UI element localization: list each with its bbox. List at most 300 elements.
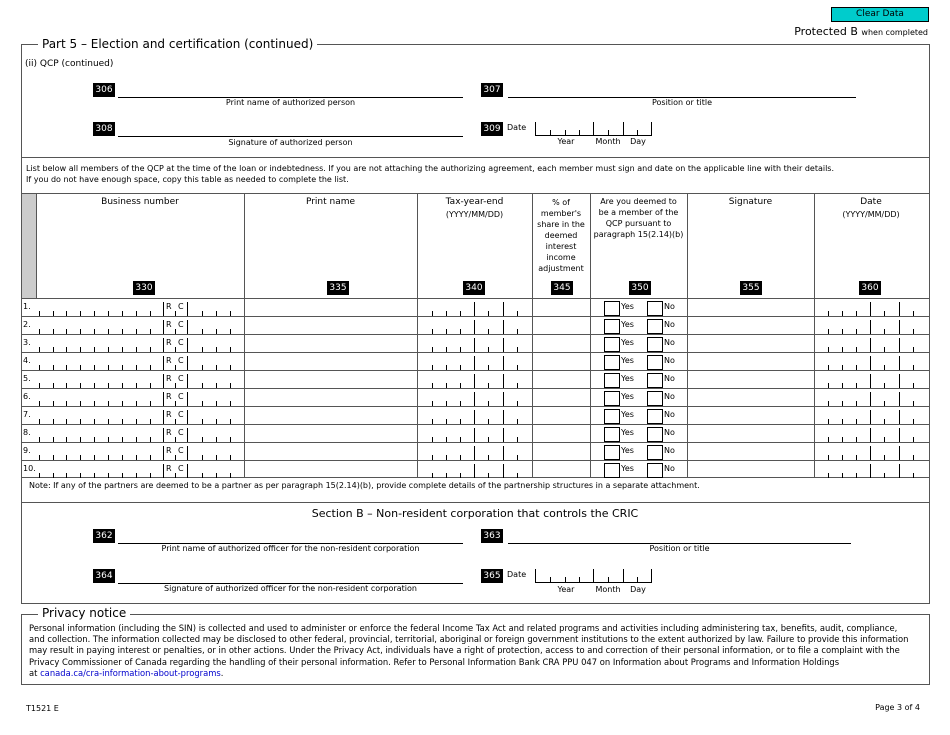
yes-checkbox[interactable] bbox=[604, 391, 620, 406]
bn-tick bbox=[175, 473, 176, 478]
print-name-input[interactable] bbox=[246, 461, 415, 479]
print-name-input[interactable] bbox=[246, 353, 415, 371]
date-tick bbox=[884, 437, 885, 442]
date-tick bbox=[899, 374, 900, 388]
bn-tick bbox=[230, 419, 231, 424]
bn-tick bbox=[175, 383, 176, 388]
date-tick bbox=[870, 320, 871, 334]
bn-tick bbox=[175, 365, 176, 370]
date-tick bbox=[432, 437, 433, 442]
field-306-caption: Print name of authorized person bbox=[225, 98, 356, 107]
bn-tick bbox=[187, 446, 188, 460]
field-365-number: 365 bbox=[481, 569, 503, 583]
date-input[interactable] bbox=[816, 317, 926, 335]
bn-tick bbox=[122, 311, 123, 316]
share-input[interactable] bbox=[534, 299, 588, 317]
bn-tick bbox=[187, 338, 188, 352]
bn-tick bbox=[230, 311, 231, 316]
date-tick bbox=[460, 419, 461, 424]
date-tick bbox=[828, 401, 829, 406]
date-input[interactable] bbox=[816, 389, 926, 407]
signature-input[interactable] bbox=[689, 425, 812, 443]
authorized-person-signature-input[interactable] bbox=[118, 122, 463, 137]
bn-tick bbox=[202, 437, 203, 442]
date-tick bbox=[503, 302, 504, 316]
date-tick bbox=[503, 410, 504, 424]
date-tick bbox=[913, 437, 914, 442]
business-number-input[interactable] bbox=[39, 461, 242, 479]
date-tick bbox=[432, 383, 433, 388]
bn-tick bbox=[163, 338, 164, 352]
date-tick bbox=[842, 329, 843, 334]
bn-tick bbox=[150, 437, 151, 442]
yes-checkbox[interactable] bbox=[604, 355, 620, 370]
bn-tick bbox=[216, 329, 217, 334]
date-tick bbox=[913, 383, 914, 388]
date-tick bbox=[488, 365, 489, 370]
no-checkbox[interactable] bbox=[647, 409, 663, 424]
bn-tick bbox=[108, 455, 109, 460]
bn-tick bbox=[94, 311, 95, 316]
bn-tick bbox=[216, 347, 217, 352]
rc-r-label: R bbox=[166, 302, 172, 311]
yes-label: Yes bbox=[621, 374, 634, 383]
date-tick bbox=[884, 383, 885, 388]
no-label: No bbox=[664, 338, 675, 347]
bn-tick bbox=[187, 320, 188, 334]
bn-tick bbox=[80, 401, 81, 406]
business-number-input[interactable] bbox=[39, 443, 242, 461]
no-checkbox[interactable] bbox=[647, 391, 663, 406]
print-name-input[interactable] bbox=[246, 443, 415, 461]
no-label: No bbox=[664, 302, 675, 311]
bn-tick bbox=[80, 365, 81, 370]
date-tick bbox=[550, 577, 551, 582]
date-tick bbox=[884, 347, 885, 352]
field-307-caption: Position or title bbox=[651, 98, 713, 107]
qcp-header-4: paragraph 15(2.14)(b) bbox=[593, 230, 684, 239]
share-input[interactable] bbox=[534, 407, 588, 425]
divider bbox=[21, 502, 929, 503]
date-format: (YYYY/MM/DD) bbox=[842, 210, 900, 219]
date-tick bbox=[828, 437, 829, 442]
share-input[interactable] bbox=[534, 443, 588, 461]
date-tick bbox=[884, 473, 885, 478]
yes-label: Yes bbox=[621, 338, 634, 347]
year-label: Year bbox=[557, 137, 575, 146]
date-tick bbox=[870, 428, 871, 442]
date-tick bbox=[474, 320, 475, 334]
date-tick bbox=[474, 374, 475, 388]
date-tick bbox=[884, 455, 885, 460]
no-checkbox[interactable] bbox=[647, 445, 663, 460]
month-label: Month bbox=[595, 585, 621, 594]
yes-checkbox[interactable] bbox=[604, 337, 620, 352]
share-header-5: interest bbox=[545, 242, 577, 251]
field-363-caption: Position or title bbox=[649, 544, 710, 553]
date-tick bbox=[870, 392, 871, 406]
date-tick bbox=[870, 374, 871, 388]
date-tick bbox=[488, 419, 489, 424]
date-tick bbox=[842, 437, 843, 442]
date-tick bbox=[899, 410, 900, 424]
officer-position-input[interactable] bbox=[508, 529, 851, 544]
officer-signature-input[interactable] bbox=[118, 569, 463, 584]
date-tick bbox=[913, 419, 914, 424]
business-number-input[interactable] bbox=[39, 389, 242, 407]
share-header-6: income bbox=[546, 253, 576, 262]
bn-tick bbox=[108, 311, 109, 316]
date-tick bbox=[856, 383, 857, 388]
date-tick bbox=[517, 455, 518, 460]
bn-tick bbox=[80, 383, 81, 388]
business-number-input[interactable] bbox=[39, 335, 242, 353]
signature-input[interactable] bbox=[689, 335, 812, 353]
print-name-input[interactable] bbox=[246, 335, 415, 353]
rc-c-label: C bbox=[178, 338, 184, 347]
date-tick bbox=[913, 401, 914, 406]
bn-tick bbox=[136, 401, 137, 406]
date-tick bbox=[593, 122, 594, 135]
date-tick bbox=[828, 311, 829, 316]
bn-tick bbox=[39, 365, 40, 370]
date-tick bbox=[517, 311, 518, 316]
bn-tick bbox=[122, 473, 123, 478]
date-header: Date bbox=[860, 197, 882, 207]
field-360-number: 360 bbox=[859, 281, 881, 295]
date-tick bbox=[517, 419, 518, 424]
yes-checkbox[interactable] bbox=[604, 319, 620, 334]
privacy-line: and collection. The information collected may be disclosed to other federal, provincial, territorial, aboriginal or foreign government institutions to the extent authorized by law. Failure to provide this information bbox=[29, 634, 909, 645]
date-input[interactable] bbox=[816, 353, 926, 371]
divider bbox=[21, 157, 929, 158]
date-tick bbox=[884, 329, 885, 334]
yes-checkbox[interactable] bbox=[604, 373, 620, 388]
date-tick bbox=[899, 356, 900, 370]
no-checkbox[interactable] bbox=[647, 373, 663, 388]
print-name-input[interactable] bbox=[246, 425, 415, 443]
row-number: 3. bbox=[23, 338, 31, 347]
bn-tick bbox=[163, 410, 164, 424]
yes-checkbox[interactable] bbox=[604, 427, 620, 442]
date-tick bbox=[870, 446, 871, 460]
bn-tick bbox=[216, 437, 217, 442]
bn-tick bbox=[216, 455, 217, 460]
business-number-input[interactable] bbox=[39, 353, 242, 371]
bn-tick bbox=[163, 464, 164, 478]
bn-tick bbox=[163, 392, 164, 406]
share-input[interactable] bbox=[534, 353, 588, 371]
bn-tick bbox=[94, 473, 95, 478]
date-tick bbox=[856, 311, 857, 316]
table-grey-band bbox=[22, 194, 37, 298]
date-tick bbox=[623, 569, 624, 582]
bn-tick bbox=[136, 329, 137, 334]
bn-tick bbox=[163, 428, 164, 442]
date-tick bbox=[842, 455, 843, 460]
bn-tick bbox=[202, 311, 203, 316]
share-header-4: deemed bbox=[544, 231, 578, 240]
date-tick bbox=[446, 455, 447, 460]
bn-tick bbox=[66, 401, 67, 406]
no-checkbox[interactable] bbox=[647, 337, 663, 352]
field-362-caption: Print name of authorized officer for the non-resident corporation bbox=[161, 544, 420, 553]
bn-tick bbox=[150, 473, 151, 478]
date-tick bbox=[828, 347, 829, 352]
date-tick bbox=[517, 347, 518, 352]
signature-input[interactable] bbox=[689, 353, 812, 371]
print-name-input[interactable] bbox=[246, 371, 415, 389]
business-number-input[interactable] bbox=[39, 425, 242, 443]
year-label: Year bbox=[557, 585, 575, 594]
date-tick bbox=[432, 401, 433, 406]
signature-input[interactable] bbox=[689, 389, 812, 407]
position-title-input[interactable] bbox=[508, 83, 856, 98]
bn-tick bbox=[39, 347, 40, 352]
field-340-number: 340 bbox=[463, 281, 485, 295]
rc-c-label: C bbox=[178, 446, 184, 455]
rc-r-label: R bbox=[166, 392, 172, 401]
bn-tick bbox=[230, 437, 231, 442]
qcp-header-1: Are you deemed to bbox=[600, 197, 677, 206]
field-307-number: 307 bbox=[481, 83, 503, 97]
bn-tick bbox=[94, 347, 95, 352]
row-number: 8. bbox=[23, 428, 31, 437]
date-input[interactable] bbox=[816, 425, 926, 443]
no-checkbox[interactable] bbox=[647, 301, 663, 316]
date-tick bbox=[828, 473, 829, 478]
date-tick bbox=[446, 401, 447, 406]
rc-c-label: C bbox=[178, 320, 184, 329]
date-tick bbox=[842, 383, 843, 388]
date-tick bbox=[460, 365, 461, 370]
date-tick bbox=[884, 419, 885, 424]
bn-tick bbox=[230, 473, 231, 478]
share-input[interactable] bbox=[534, 461, 588, 479]
date-tick bbox=[446, 329, 447, 334]
business-number-input[interactable] bbox=[39, 407, 242, 425]
date-tick bbox=[488, 383, 489, 388]
date-tick bbox=[856, 455, 857, 460]
date-input[interactable] bbox=[816, 443, 926, 461]
col-divider bbox=[814, 193, 815, 477]
yes-checkbox[interactable] bbox=[604, 445, 620, 460]
privacy-line: Privacy Commissioner of Canada regarding the handling of their personal information. Refer to Personal Information Bank CRA PPU 047 on Information about Programs and Information Holdings bbox=[29, 656, 840, 667]
bn-tick bbox=[175, 401, 176, 406]
bn-tick bbox=[108, 329, 109, 334]
signature-header: Signature bbox=[728, 197, 773, 207]
date-tick bbox=[913, 329, 914, 334]
rc-r-label: R bbox=[166, 410, 172, 419]
bn-tick bbox=[94, 437, 95, 442]
share-header-7: adjustment bbox=[538, 264, 584, 273]
bn-tick bbox=[122, 419, 123, 424]
bn-tick bbox=[163, 320, 164, 334]
date-tick bbox=[474, 446, 475, 460]
date-input[interactable] bbox=[816, 371, 926, 389]
date-tick bbox=[517, 329, 518, 334]
yes-label: Yes bbox=[621, 428, 634, 437]
date-tick bbox=[828, 455, 829, 460]
business-number-header: Business number bbox=[101, 197, 179, 207]
yes-checkbox[interactable] bbox=[604, 409, 620, 424]
date-label-309: Date bbox=[507, 123, 527, 132]
bn-tick bbox=[39, 419, 40, 424]
bn-tick bbox=[202, 383, 203, 388]
date-tick bbox=[432, 329, 433, 334]
rc-c-label: C bbox=[178, 356, 184, 365]
bn-tick bbox=[66, 383, 67, 388]
bn-tick bbox=[108, 365, 109, 370]
row-number: 9. bbox=[23, 446, 31, 455]
bn-tick bbox=[108, 383, 109, 388]
bn-tick bbox=[80, 455, 81, 460]
bn-tick bbox=[53, 401, 54, 406]
date-tick bbox=[913, 311, 914, 316]
date-tick bbox=[899, 320, 900, 334]
no-checkbox[interactable] bbox=[647, 463, 663, 478]
rc-r-label: R bbox=[166, 428, 172, 437]
date-tick bbox=[432, 365, 433, 370]
date-tick bbox=[637, 130, 638, 135]
rc-c-label: C bbox=[178, 428, 184, 437]
date-tick bbox=[899, 464, 900, 478]
col-divider bbox=[244, 193, 245, 477]
no-checkbox[interactable] bbox=[647, 319, 663, 334]
bn-tick bbox=[230, 401, 231, 406]
no-checkbox[interactable] bbox=[647, 427, 663, 442]
bn-tick bbox=[136, 383, 137, 388]
print-name-input[interactable] bbox=[246, 299, 415, 317]
clear-data-button[interactable]: Clear Data bbox=[831, 7, 929, 22]
share-input[interactable] bbox=[534, 335, 588, 353]
bn-tick bbox=[94, 365, 95, 370]
table-top-border bbox=[21, 193, 929, 194]
field-308-number: 308 bbox=[93, 122, 115, 136]
bn-tick bbox=[66, 473, 67, 478]
date-tick bbox=[517, 401, 518, 406]
signature-input[interactable] bbox=[689, 443, 812, 461]
date-tick bbox=[842, 473, 843, 478]
share-input[interactable] bbox=[534, 389, 588, 407]
bn-tick bbox=[187, 374, 188, 388]
print-name-input[interactable] bbox=[246, 389, 415, 407]
qcp-header-3: QCP pursuant to bbox=[605, 219, 672, 228]
rc-c-label: C bbox=[178, 464, 184, 473]
bn-tick bbox=[39, 401, 40, 406]
no-label: No bbox=[664, 392, 675, 401]
qcp-header-2: be a member of the bbox=[598, 208, 679, 217]
date-tick bbox=[593, 569, 594, 582]
yes-label: Yes bbox=[621, 320, 634, 329]
date-tick bbox=[828, 419, 829, 424]
share-header-3: share in the bbox=[537, 220, 585, 229]
share-input[interactable] bbox=[534, 371, 588, 389]
field-363-number: 363 bbox=[481, 529, 503, 543]
date-input[interactable] bbox=[816, 335, 926, 353]
bn-tick bbox=[163, 356, 164, 370]
business-number-input[interactable] bbox=[39, 371, 242, 389]
row-number: 1. bbox=[23, 302, 31, 311]
business-number-input[interactable] bbox=[39, 317, 242, 335]
signature-input[interactable] bbox=[689, 461, 812, 479]
date-tick bbox=[460, 329, 461, 334]
form-id: T1521 E bbox=[26, 704, 59, 713]
date-tick bbox=[503, 356, 504, 370]
yes-checkbox[interactable] bbox=[604, 463, 620, 478]
bn-tick bbox=[108, 347, 109, 352]
bn-tick bbox=[216, 419, 217, 424]
date-tick bbox=[651, 122, 652, 135]
bn-tick bbox=[66, 455, 67, 460]
date-tick bbox=[856, 401, 857, 406]
date-tick bbox=[913, 347, 914, 352]
bn-tick bbox=[94, 401, 95, 406]
date-input[interactable] bbox=[816, 299, 926, 317]
date-tick bbox=[870, 356, 871, 370]
date-tick bbox=[474, 464, 475, 478]
date-tick bbox=[460, 473, 461, 478]
business-number-input[interactable] bbox=[39, 299, 242, 317]
bn-tick bbox=[80, 329, 81, 334]
no-checkbox[interactable] bbox=[647, 355, 663, 370]
bn-tick bbox=[94, 455, 95, 460]
rc-r-label: R bbox=[166, 320, 172, 329]
date-tick bbox=[503, 338, 504, 352]
signature-input[interactable] bbox=[689, 317, 812, 335]
print-name-input[interactable] bbox=[246, 407, 415, 425]
print-name-input[interactable] bbox=[246, 317, 415, 335]
bn-tick bbox=[53, 347, 54, 352]
date-tick bbox=[565, 130, 566, 135]
bn-tick bbox=[202, 347, 203, 352]
bn-tick bbox=[122, 401, 123, 406]
day-label: Day bbox=[630, 585, 646, 594]
bn-tick bbox=[94, 419, 95, 424]
yes-label: Yes bbox=[621, 464, 634, 473]
date-tick bbox=[474, 356, 475, 370]
date-tick bbox=[550, 130, 551, 135]
bn-tick bbox=[39, 437, 40, 442]
officer-name-input[interactable] bbox=[118, 529, 463, 544]
bn-tick bbox=[216, 365, 217, 370]
privacy-link[interactable]: canada.ca/cra-information-about-programs bbox=[40, 667, 221, 678]
date-tick bbox=[899, 428, 900, 442]
authorized-person-name-input[interactable] bbox=[118, 83, 463, 98]
field-345-number: 345 bbox=[551, 281, 573, 295]
bn-tick bbox=[150, 347, 151, 352]
signature-input[interactable] bbox=[689, 407, 812, 425]
yes-checkbox[interactable] bbox=[604, 301, 620, 316]
date-tick bbox=[856, 365, 857, 370]
tax-year-end-format: (YYYY/MM/DD) bbox=[445, 210, 504, 219]
date-tick bbox=[884, 365, 885, 370]
bn-tick bbox=[230, 455, 231, 460]
signature-input[interactable] bbox=[689, 299, 812, 317]
signature-input[interactable] bbox=[689, 371, 812, 389]
date-tick bbox=[856, 473, 857, 478]
date-input[interactable] bbox=[816, 407, 926, 425]
share-input[interactable] bbox=[534, 425, 588, 443]
bn-tick bbox=[108, 473, 109, 478]
field-355-number: 355 bbox=[740, 281, 762, 295]
field-362-number: 362 bbox=[93, 529, 115, 543]
date-input[interactable] bbox=[816, 461, 926, 479]
bn-tick bbox=[187, 302, 188, 316]
share-input[interactable] bbox=[534, 317, 588, 335]
rc-r-label: R bbox=[166, 446, 172, 455]
date-tick bbox=[899, 392, 900, 406]
